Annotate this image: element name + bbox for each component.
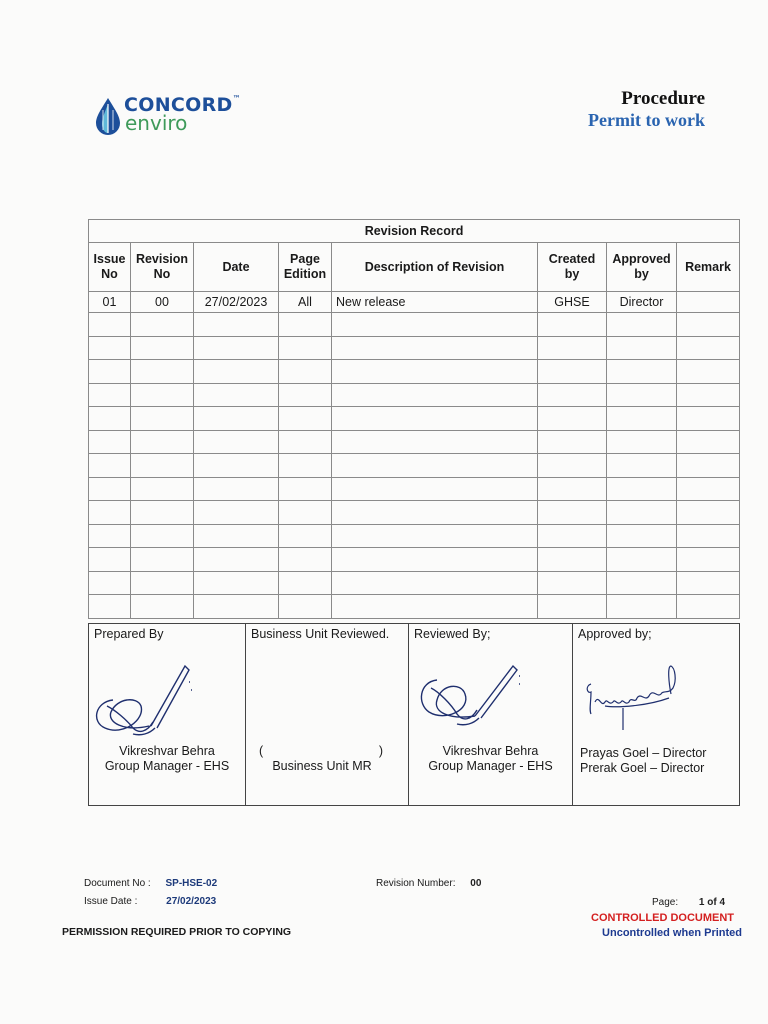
- column-header: Approved by: [607, 243, 677, 292]
- reviewed-by-role: Group Manager - EHS: [428, 759, 553, 773]
- table-cell: 27/02/2023: [194, 292, 279, 313]
- column-header: Created by: [538, 243, 607, 292]
- business-unit-reviewed-label: Business Unit Reviewed.: [251, 627, 390, 641]
- table-cell: [89, 595, 131, 619]
- table-cell: [607, 360, 677, 384]
- table-cell: [194, 360, 279, 384]
- table-cell: [677, 360, 740, 384]
- table-cell: [279, 360, 332, 384]
- page-number-line: [652, 897, 725, 908]
- uncontrolled-notice: Uncontrolled when Printed: [602, 927, 742, 939]
- approved-by-cell: [573, 624, 740, 806]
- table-row: [89, 360, 740, 384]
- table-cell: [332, 501, 538, 525]
- close-paren: ): [378, 744, 383, 758]
- table-cell: [677, 383, 740, 407]
- table-cell: [607, 430, 677, 454]
- table-cell: [131, 501, 194, 525]
- copy-permission-notice: PERMISSION REQUIRED PRIOR TO COPYING: [62, 926, 292, 938]
- table-cell: [332, 313, 538, 337]
- table-cell: [607, 407, 677, 431]
- table-cell: [279, 571, 332, 595]
- open-paren: (: [259, 744, 264, 758]
- table-cell: [677, 430, 740, 454]
- table-row: [89, 571, 740, 595]
- table-cell: [538, 524, 607, 548]
- table-cell: New release: [332, 292, 538, 313]
- revision-header-row: [89, 243, 740, 292]
- revision-number-line: [376, 878, 481, 889]
- table-cell: [279, 407, 332, 431]
- logo-text-enviro: enviro: [125, 111, 188, 135]
- table-cell: [131, 477, 194, 501]
- prepared-by-name: Vikreshvar Behra: [119, 744, 215, 758]
- table-cell: [89, 477, 131, 501]
- table-cell: [279, 430, 332, 454]
- table-cell: [332, 336, 538, 360]
- business-unit-mr-label: Business Unit MR: [272, 759, 372, 773]
- table-cell: [279, 548, 332, 572]
- page-label: Page:: [652, 897, 679, 908]
- table-cell: [194, 548, 279, 572]
- table-cell: [677, 336, 740, 360]
- table-cell: [538, 595, 607, 619]
- table-cell: [677, 595, 740, 619]
- table-cell: [131, 336, 194, 360]
- table-row: [89, 430, 740, 454]
- table-cell: [279, 383, 332, 407]
- table-cell: [677, 477, 740, 501]
- table-row: [89, 292, 740, 313]
- revision-number-label: Revision Number:: [376, 878, 456, 889]
- table-row: [89, 454, 740, 478]
- table-cell: [538, 407, 607, 431]
- handwritten-signature: [577, 658, 687, 738]
- table-cell: [131, 571, 194, 595]
- table-cell: [194, 501, 279, 525]
- table-cell: [607, 454, 677, 478]
- table-row: [89, 548, 740, 572]
- table-cell: [677, 454, 740, 478]
- table-cell: GHSE: [538, 292, 607, 313]
- table-cell: [131, 313, 194, 337]
- company-logo: [94, 94, 264, 138]
- table-cell: [194, 407, 279, 431]
- table-row: [89, 313, 740, 337]
- controlled-document-stamp: CONTROLLED DOCUMENT: [591, 912, 734, 924]
- table-cell: 01: [89, 292, 131, 313]
- table-cell: 00: [131, 292, 194, 313]
- table-cell: [131, 548, 194, 572]
- table-cell: [89, 407, 131, 431]
- table-cell: [89, 548, 131, 572]
- table-cell: [279, 501, 332, 525]
- table-cell: [89, 336, 131, 360]
- revision-record-table: [88, 219, 740, 619]
- table-cell: [677, 501, 740, 525]
- table-cell: [607, 477, 677, 501]
- table-row: [89, 595, 740, 619]
- table-cell: [607, 336, 677, 360]
- approver-1-name: Prayas Goel – Director: [580, 746, 707, 760]
- table-cell: [89, 313, 131, 337]
- table-cell: [332, 383, 538, 407]
- table-cell: [89, 501, 131, 525]
- document-number-label: Document No :: [84, 878, 151, 889]
- water-drop-icon: [94, 96, 122, 136]
- revision-number-value: 00: [470, 878, 482, 889]
- reviewed-by-name: Vikreshvar Behra: [442, 744, 539, 758]
- table-cell: [279, 313, 332, 337]
- table-cell: [194, 313, 279, 337]
- table-cell: [332, 360, 538, 384]
- prepared-by-role: Group Manager - EHS: [104, 759, 230, 773]
- table-cell: [607, 571, 677, 595]
- revision-record-caption: Revision Record: [89, 220, 740, 243]
- table-cell: [194, 430, 279, 454]
- table-cell: [677, 292, 740, 313]
- table-cell: [131, 383, 194, 407]
- table-cell: [194, 524, 279, 548]
- table-cell: [131, 454, 194, 478]
- table-cell: [332, 524, 538, 548]
- table-cell: [607, 595, 677, 619]
- table-cell: [194, 477, 279, 501]
- table-cell: [538, 454, 607, 478]
- prepared-by-label: Prepared By: [94, 627, 164, 641]
- table-cell: [677, 548, 740, 572]
- table-cell: [279, 454, 332, 478]
- table-cell: [677, 407, 740, 431]
- table-cell: [538, 571, 607, 595]
- table-cell: [131, 360, 194, 384]
- column-header: Revision No: [131, 243, 194, 292]
- column-header: Description of Revision: [332, 243, 538, 292]
- approved-by-label: Approved by;: [578, 627, 652, 641]
- document-number-value: SP-HSE-02: [165, 878, 218, 889]
- table-cell: [538, 313, 607, 337]
- table-cell: [89, 571, 131, 595]
- issue-date-value: 27/02/2023: [166, 896, 217, 907]
- table-cell: [538, 336, 607, 360]
- table-cell: [677, 524, 740, 548]
- table-cell: [332, 595, 538, 619]
- table-row: [89, 383, 740, 407]
- column-header: Page Edition: [279, 243, 332, 292]
- table-cell: [677, 313, 740, 337]
- logo-text-concord: CONCORD™: [124, 94, 241, 116]
- table-cell: [607, 501, 677, 525]
- table-row: [89, 477, 740, 501]
- document-subject-title: Permit to work: [588, 110, 705, 130]
- column-header: Issue No: [89, 243, 131, 292]
- table-cell: [538, 430, 607, 454]
- table-cell: [607, 548, 677, 572]
- table-cell: [194, 383, 279, 407]
- reviewed-by-label: Reviewed By;: [414, 627, 491, 641]
- signature-block: [88, 623, 740, 806]
- table-cell: [194, 595, 279, 619]
- document-type-title: Procedure: [621, 88, 705, 109]
- column-header: Date: [194, 243, 279, 292]
- table-cell: [332, 548, 538, 572]
- table-cell: [89, 360, 131, 384]
- table-cell: [607, 383, 677, 407]
- table-cell: All: [279, 292, 332, 313]
- business-unit-reviewed-cell: [246, 624, 409, 806]
- table-cell: [89, 454, 131, 478]
- table-cell: [677, 571, 740, 595]
- table-cell: [538, 360, 607, 384]
- table-cell: [332, 430, 538, 454]
- table-cell: [279, 336, 332, 360]
- issue-date-line: [84, 896, 216, 907]
- handwritten-signature: [415, 660, 535, 740]
- table-cell: [607, 524, 677, 548]
- table-cell: [279, 524, 332, 548]
- issue-date-label: Issue Date :: [84, 896, 138, 907]
- table-cell: [89, 524, 131, 548]
- table-cell: [279, 595, 332, 619]
- table-row: [89, 336, 740, 360]
- table-cell: [194, 571, 279, 595]
- reviewed-by-cell: [409, 624, 573, 806]
- table-cell: [194, 454, 279, 478]
- table-cell: [131, 524, 194, 548]
- table-cell: [279, 477, 332, 501]
- approver-2-name: Prerak Goel – Director: [580, 761, 705, 775]
- table-cell: [89, 383, 131, 407]
- table-cell: Director: [607, 292, 677, 313]
- table-cell: [332, 571, 538, 595]
- table-cell: [131, 430, 194, 454]
- table-cell: [332, 477, 538, 501]
- table-cell: [89, 430, 131, 454]
- document-number-line: [84, 878, 217, 889]
- table-cell: [332, 407, 538, 431]
- table-row: [89, 524, 740, 548]
- table-cell: [131, 595, 194, 619]
- table-cell: [131, 407, 194, 431]
- table-cell: [538, 501, 607, 525]
- table-cell: [194, 336, 279, 360]
- table-row: [89, 407, 740, 431]
- handwritten-signature: [93, 662, 203, 742]
- table-cell: [332, 454, 538, 478]
- prepared-by-cell: [89, 624, 246, 806]
- table-cell: [538, 383, 607, 407]
- table-cell: [538, 477, 607, 501]
- page-number-value: 1 of 4: [698, 897, 726, 908]
- table-row: [89, 501, 740, 525]
- table-cell: [538, 548, 607, 572]
- table-cell: [607, 313, 677, 337]
- column-header: Remark: [677, 243, 740, 292]
